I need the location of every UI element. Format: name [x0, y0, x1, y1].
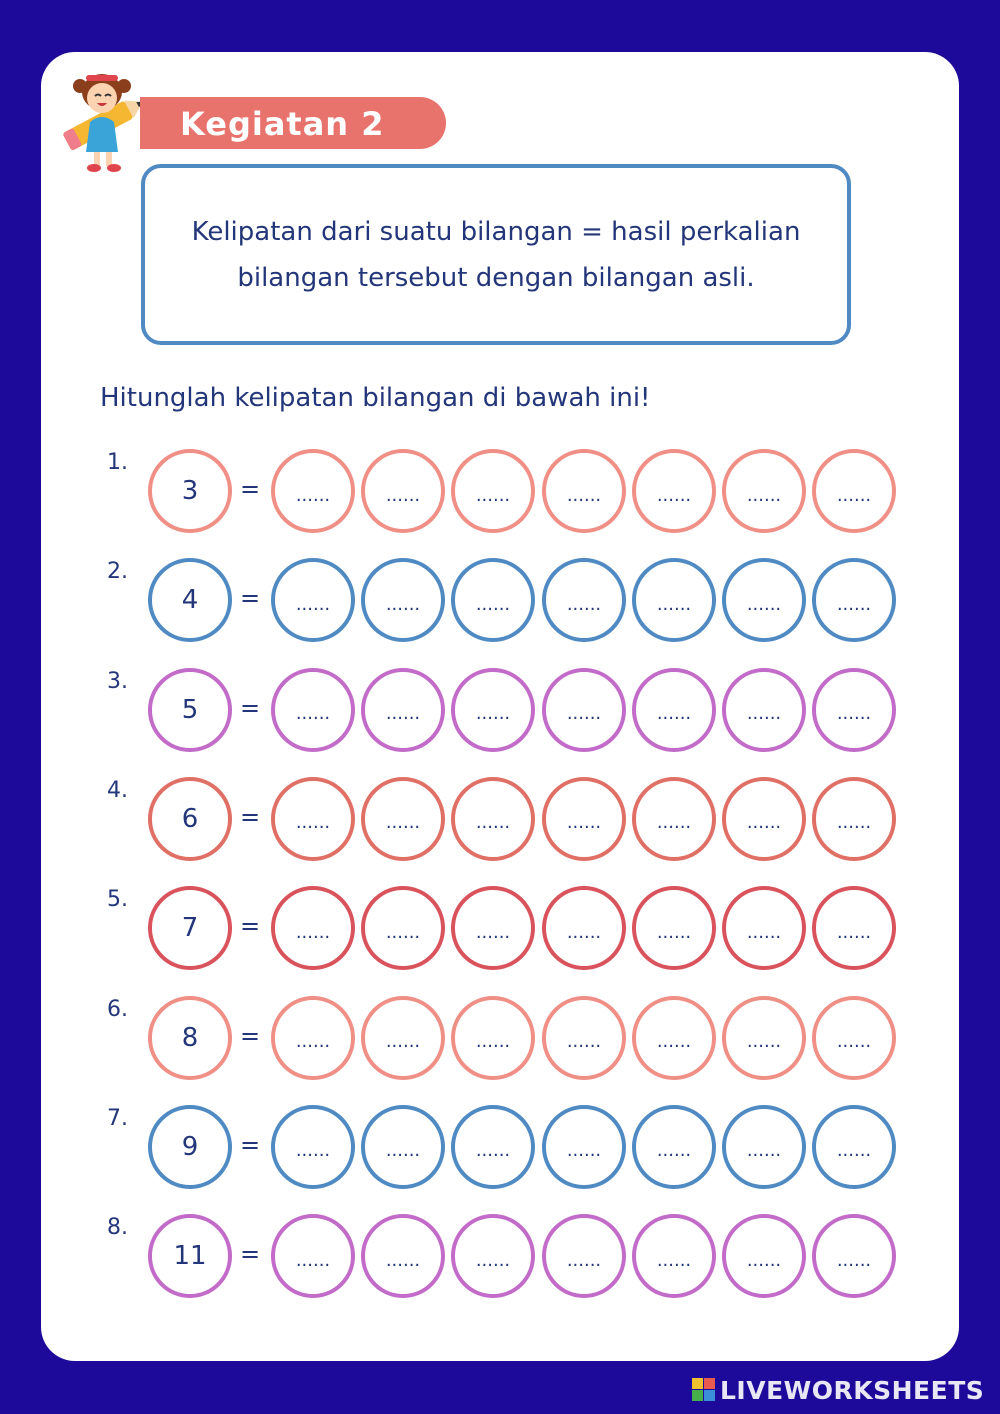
answer-blank-circle[interactable]: ......	[451, 449, 535, 533]
base-number-circle: 8	[148, 996, 232, 1080]
answer-blank-circle[interactable]: ......	[451, 886, 535, 970]
answer-blank-circle[interactable]: ......	[361, 558, 445, 642]
answer-blank-circle[interactable]: ......	[361, 1105, 445, 1189]
footer-brand	[692, 1373, 984, 1407]
page-title: Kegiatan 2	[180, 105, 385, 143]
base-number-circle: 3	[148, 449, 232, 533]
answer-blank-circle[interactable]: ......	[722, 668, 806, 752]
exercise-number: 5.	[107, 887, 128, 913]
exercise-row	[0, 1103, 1000, 1193]
exercise-number: 1.	[107, 450, 128, 475]
answer-blank-circle[interactable]: ......	[632, 668, 716, 752]
answer-blank-circle[interactable]: ......	[632, 449, 716, 533]
footer-brand-text: LIVEWORKSHEETS	[720, 1375, 985, 1405]
answer-blank-circle[interactable]: ......	[722, 1214, 806, 1298]
answer-blank-circle[interactable]: ......	[271, 558, 355, 642]
exercise-number: 8.	[107, 1215, 128, 1241]
answer-blank-circle[interactable]: ......	[812, 996, 896, 1080]
answer-blank-circle[interactable]: ......	[361, 1214, 445, 1298]
answer-blank-circle[interactable]: ......	[632, 558, 716, 642]
answer-blank-circle[interactable]: ......	[361, 886, 445, 970]
instruction-text: Hitunglah kelipatan bilangan di bawah ini!	[100, 383, 651, 413]
equals-sign: =	[240, 1021, 261, 1050]
exercise-row	[0, 1212, 1000, 1302]
answer-blank-circle[interactable]: ......	[632, 886, 716, 970]
definition-line-1: Kelipatan dari suatu bilangan = hasil perkalian	[191, 216, 801, 247]
answer-blank-circle[interactable]: ......	[271, 449, 355, 533]
answer-blank-circle[interactable]: ......	[632, 1105, 716, 1189]
answer-blank-circle[interactable]: ......	[361, 668, 445, 752]
answer-blank-circle[interactable]: ......	[542, 777, 626, 861]
exercise-row	[0, 994, 1000, 1084]
exercise-row	[0, 666, 1000, 756]
base-number-circle: 11	[148, 1214, 232, 1298]
answer-blank-circle[interactable]: ......	[271, 886, 355, 970]
answer-blank-circle[interactable]: ......	[722, 996, 806, 1080]
exercise-number: 6.	[107, 996, 128, 1022]
answer-blank-circle[interactable]: ......	[812, 1214, 896, 1298]
exercise-number: 4.	[107, 777, 128, 803]
answer-blank-circle[interactable]: ......	[451, 668, 535, 752]
liveworksheets-logo-icon	[692, 1378, 716, 1402]
equals-sign: =	[240, 475, 261, 503]
base-number-circle: 6	[148, 777, 232, 861]
answer-blank-circle[interactable]: ......	[361, 996, 445, 1080]
answer-blank-circle[interactable]: ......	[451, 1105, 535, 1189]
base-number-circle: 5	[148, 668, 232, 752]
equals-sign: =	[240, 802, 261, 831]
answer-blank-circle[interactable]: ......	[812, 558, 896, 642]
answer-blank-circle[interactable]: ......	[271, 1214, 355, 1298]
answer-blank-circle[interactable]: ......	[271, 996, 355, 1080]
answer-blank-circle[interactable]: ......	[451, 777, 535, 861]
answer-blank-circle[interactable]: ......	[722, 558, 806, 642]
answer-blank-circle[interactable]: ......	[361, 449, 445, 533]
answer-blank-circle[interactable]: ......	[632, 777, 716, 861]
base-number-circle: 4	[148, 558, 232, 642]
exercise-number: 2.	[107, 559, 128, 585]
equals-sign: =	[240, 693, 261, 722]
answer-blank-circle[interactable]: ......	[271, 668, 355, 752]
exercise-row	[0, 447, 1000, 537]
base-number-circle: 7	[148, 886, 232, 970]
exercise-number: 7.	[107, 1105, 128, 1131]
equals-sign: =	[240, 1130, 261, 1159]
equals-sign: =	[240, 912, 261, 941]
answer-blank-circle[interactable]: ......	[451, 558, 535, 642]
exercise-number: 3.	[107, 668, 128, 694]
answer-blank-circle[interactable]: ......	[542, 1214, 626, 1298]
exercise-row	[0, 884, 1000, 974]
answer-blank-circle[interactable]: ......	[451, 1214, 535, 1298]
answer-blank-circle[interactable]: ......	[451, 996, 535, 1080]
answer-blank-circle[interactable]: ......	[812, 886, 896, 970]
answer-blank-circle[interactable]: ......	[271, 777, 355, 861]
answer-blank-circle[interactable]: ......	[812, 449, 896, 533]
answer-blank-circle[interactable]: ......	[632, 1214, 716, 1298]
answer-blank-circle[interactable]: ......	[812, 668, 896, 752]
answer-blank-circle[interactable]: ......	[542, 558, 626, 642]
answer-blank-circle[interactable]: ......	[542, 996, 626, 1080]
answer-blank-circle[interactable]: ......	[722, 777, 806, 861]
equals-sign: =	[240, 584, 261, 613]
answer-blank-circle[interactable]: ......	[542, 449, 626, 533]
answer-blank-circle[interactable]: ......	[271, 1105, 355, 1189]
equals-sign: =	[240, 1240, 261, 1269]
answer-blank-circle[interactable]: ......	[542, 886, 626, 970]
exercise-row	[0, 556, 1000, 646]
exercise-row	[0, 775, 1000, 865]
definition-line-2: bilangan tersebut dengan bilangan asli.	[237, 262, 755, 293]
answer-blank-circle[interactable]: ......	[722, 1105, 806, 1189]
answer-blank-circle[interactable]: ......	[812, 1105, 896, 1189]
answer-blank-circle[interactable]: ......	[722, 449, 806, 533]
definition-box	[141, 164, 851, 345]
answer-blank-circle[interactable]: ......	[542, 1105, 626, 1189]
answer-blank-circle[interactable]: ......	[542, 668, 626, 752]
answer-blank-circle[interactable]: ......	[722, 886, 806, 970]
answer-blank-circle[interactable]: ......	[632, 996, 716, 1080]
answer-blank-circle[interactable]: ......	[812, 777, 896, 861]
answer-blank-circle[interactable]: ......	[361, 777, 445, 861]
base-number-circle: 9	[148, 1105, 232, 1189]
